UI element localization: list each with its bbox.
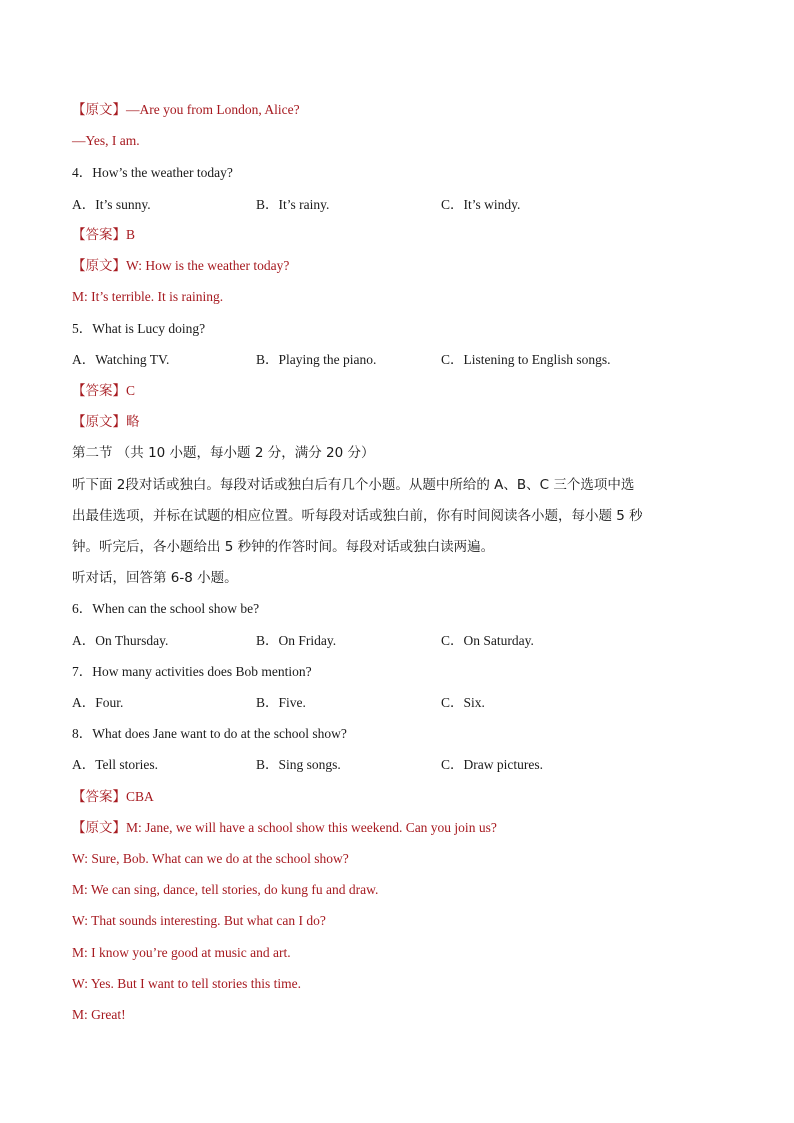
answer-tag: 【答案】 [72,383,126,399]
answer-text: B [126,227,136,242]
instruction-line: 听对话，回答第 6-8 小题。 [72,570,238,586]
option-a: A．Watching TV. [72,352,170,367]
option-a: A．On Thursday. [72,633,169,648]
transcript-text: W: How is the weather today? [126,258,290,273]
instruction-line: 出最佳选项，并标在试题的相应位置。听每段对话或独白前，你有时间阅读各小题，每小题 5 秒 [72,508,643,524]
dialogue-line: W: Yes. But I want to tell stories this time. [72,976,301,991]
question-5: 5．What is Lucy doing? [72,321,206,336]
question-6: 6．When can the school show be? [72,601,260,616]
option-b: B．Sing songs. [256,757,341,772]
dialogue-line: W: That sounds interesting. But what can I do? [72,913,326,928]
question-4: 4．How’s the weather today? [72,165,233,180]
option-a: A．Four. [72,695,124,710]
dialogue-line: M: Great! [72,1007,126,1022]
option-b: B．It’s rainy. [256,197,330,212]
option-b: B．Playing the piano. [256,352,377,367]
transcript-tag: 【原文】 [72,258,126,274]
answer-line [72,226,135,244]
option-c: C．Listening to English songs. [441,352,611,367]
transcript-line [72,819,497,837]
option-b: B．Five. [256,695,306,710]
option-a: A．It’s sunny. [72,197,151,212]
transcript-line [72,413,140,431]
answer-line [72,382,135,400]
transcript-tag: 【原文】 [72,414,126,430]
option-c: C．Six. [441,695,485,710]
option-a: A．Tell stories. [72,757,159,772]
transcript-line: —Yes, I am. [72,133,140,148]
transcript-tag: 【原文】 [72,820,126,836]
dialogue-line: M: I know you’re good at music and art. [72,945,291,960]
instruction-line: 听下面 2段对话或独白。每段对话或独白后有几个小题。从题中所给的 A、B、C 三个选项中选 [72,477,635,493]
option-c: C．On Saturday. [441,633,534,648]
transcript-line [72,101,300,119]
transcript-text: —Are you from London, Alice? [126,102,300,117]
question-8: 8．What does Jane want to do at the school show? [72,726,347,741]
option-c: C．Draw pictures. [441,757,543,772]
transcript-line: M: It’s terrible. It is raining. [72,289,224,304]
section-heading: 第二节 （共 10 小题，每小题 2 分，满分 20 分） [72,445,375,461]
option-b: B．On Friday. [256,633,337,648]
transcript-text: M: Jane, we will have a school show this weekend. Can you join us? [126,820,497,835]
instruction-line: 钟。听完后，各小题给出 5 秒钟的作答时间。每段对话或独白读两遍。 [72,539,495,555]
answer-tag: 【答案】 [72,227,126,243]
dialogue-line: W: Sure, Bob. What can we do at the school show? [72,851,349,866]
answer-line [72,788,154,806]
question-7: 7．How many activities does Bob mention? [72,664,312,679]
transcript-text: 略 [126,414,140,430]
answer-text: C [126,383,136,398]
answer-text: CBA [126,789,154,804]
answer-tag: 【答案】 [72,789,126,805]
transcript-line [72,257,289,275]
dialogue-line: M: We can sing, dance, tell stories, do kung fu and draw. [72,882,379,897]
option-c: C．It’s windy. [441,197,521,212]
transcript-tag: 【原文】 [72,102,126,118]
